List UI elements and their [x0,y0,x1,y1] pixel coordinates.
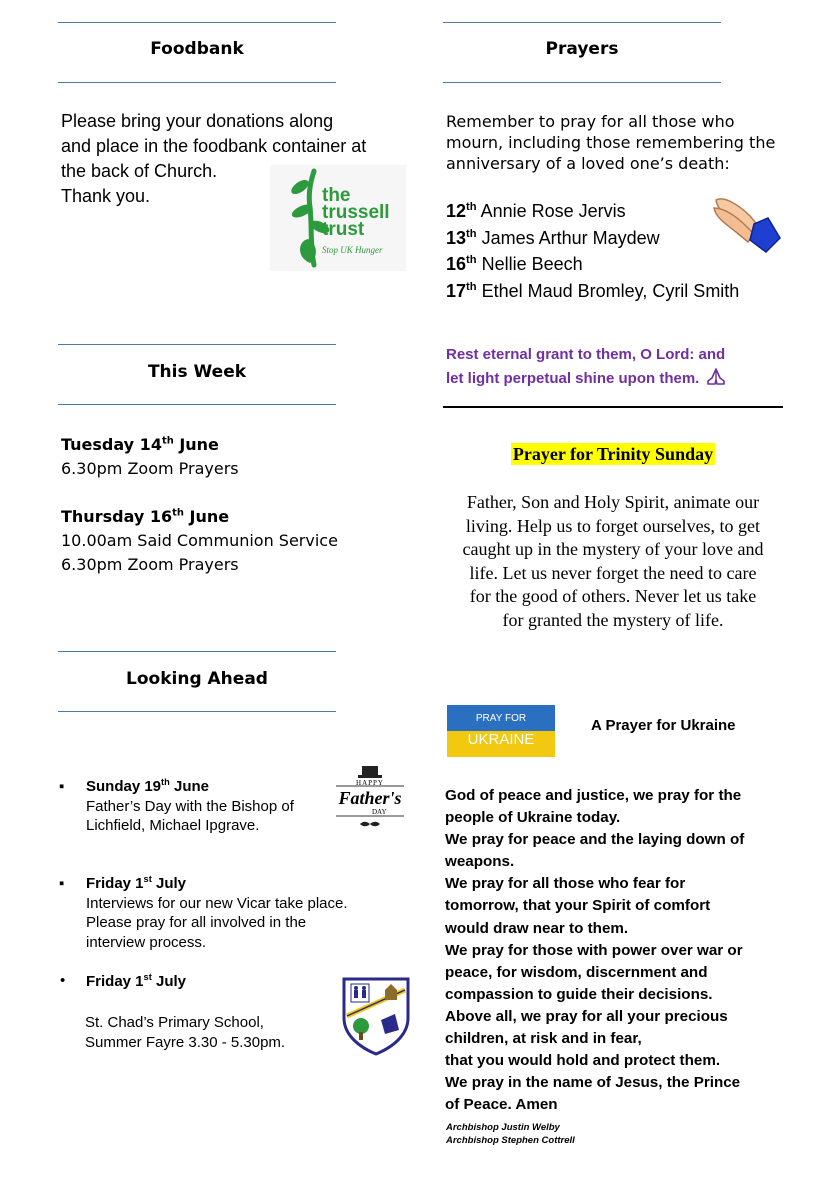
looking-ahead-item-line: Father’s Day with the Bishop of [86,797,294,815]
school-crest-icon [341,976,411,1056]
trussell-logo-line: trussell [322,202,390,223]
ukraine-signature: Archbishop Stephen Cottrell [446,1135,575,1146]
this-week-day: Thursday 16th June [61,507,230,526]
prayers-name-row: 13th James Arthur Maydew [446,227,660,248]
looking-ahead-bullet: ▪ [59,778,65,795]
looking-ahead-bullet: • [60,972,66,989]
badge-top-text: PRAY FOR [475,713,527,724]
prayers-intro-line: mourn, including those remembering the [446,133,776,152]
ukraine-signatures [446,1121,575,1147]
ukraine-line: of Peace. Amen [445,1096,558,1114]
this-week-line: 6.30pm Zoom Prayers [61,555,239,574]
foodbank-line: Please bring your donations along [61,111,334,131]
ukraine-line: compassion to guide their decisions. [445,985,713,1003]
praying-hands-icon [710,194,782,258]
prayers-intro [446,111,775,174]
looking-ahead-item-line: Summer Fayre 3.30 - 5.30pm. [85,1033,286,1051]
fathers-day-main: Father's [338,788,402,808]
looking-ahead-item-line: interview process. [86,933,207,951]
fathers-day-logo [332,764,408,830]
trussell-logo-line: trust [322,219,365,240]
praying-hands-icon [706,368,726,386]
foodbank-line: and place in the foodbank container at [61,136,367,156]
looking-ahead-item [86,777,294,836]
prayers-name-row: 12th Annie Rose Jervis [446,201,626,221]
trinity-line: caught up in the mystery of your love and [462,539,764,559]
prayers-rule-top [443,22,721,23]
looking-ahead-item-head: Friday 1st July [86,874,186,892]
looking-ahead-item [86,874,348,952]
ukraine-line: We pray for all those who fear for [445,875,686,893]
fathers-day-day: DAY [372,808,387,816]
ukraine-line: tomorrow, that your Spirit of comfort [445,897,711,915]
trinity-line: for the good of others. Never let us take [469,586,757,606]
ukraine-line: children, at risk and in fear, [445,1030,642,1048]
ukraine-title: A Prayer for Ukraine [591,717,736,734]
trinity-line: life. Let us never forget the need to care [469,562,757,583]
ukraine-prayer [445,785,790,1116]
trussell-logo-line: the [322,185,351,206]
ukraine-line: that you would hold and protect them. [445,1052,721,1070]
prayers-intro-line: Remember to pray for all those who [446,112,735,131]
trinity-heading-wrap [443,444,783,465]
looking-ahead-item-line: St. Chad’s Primary School, [85,1014,264,1031]
trinity-line: Father, Son and Holy Spirit, animate our [466,492,760,512]
prayers-closing-text: let light perpetual shine upon them. [446,370,700,387]
this-week-line: 6.30pm Zoom Prayers [61,459,239,478]
prayers-name-row: 16th Nellie Beech [446,254,583,274]
ukraine-line: weapons. [445,853,515,871]
this-week-rule-top [58,344,336,345]
pray-for-ukraine-badge [447,705,555,757]
trussell-logo-text [322,187,390,238]
prayers-names-list [446,198,739,304]
foodbank-title: Foodbank [150,39,244,59]
this-week-entries [61,433,338,577]
this-week-day: Tuesday 14th June [61,435,219,454]
trinity-heading: Prayer for Trinity Sunday [512,444,714,464]
trussell-trust-logo [270,165,406,271]
prayers-closing-line: Rest eternal grant to them, O Lord: and [446,346,726,363]
looking-ahead-rule-bottom [58,711,336,712]
looking-ahead-item-line: Please pray for all involved in the [86,914,307,931]
ukraine-line: peace, for wisdom, discernment and [445,963,708,981]
foodbank-rule-bottom [58,82,336,83]
prayers-divider [443,406,783,408]
trinity-line: for granted the mystery of life. [502,609,724,630]
this-week-rule-bottom [58,404,336,405]
trussell-tagline: Stop UK Hunger [322,245,383,255]
looking-ahead-bullet: ▪ [59,875,65,892]
prayers-intro-line: anniversary of a loved one’s death: [446,154,730,173]
foodbank-rule-top [58,22,336,23]
ukraine-line: people of Ukraine today. [445,809,621,827]
ukraine-line: We pray in the name of Jesus, the Prince [445,1074,741,1092]
prayers-closing-line [446,367,726,391]
prayers-rule-bottom [443,82,721,83]
this-week-line: 10.00am Said Communion Service [61,531,338,550]
trinity-prayer [440,491,786,632]
prayers-name-row: 17th Ethel Maud Bromley, Cyril Smith [446,280,740,301]
fathers-day-happy: HAPPY [356,779,384,787]
trinity-line: living. Help us to forget ourselves, to get [465,515,761,536]
looking-ahead-title: Looking Ahead [126,669,268,689]
looking-ahead-item-head: Friday 1st July [86,972,186,990]
looking-ahead-item-head: Sunday 19th June [86,777,209,795]
foodbank-line: the back of Church. [61,161,218,181]
badge-bottom-text: UKRAINE [467,731,535,748]
looking-ahead-item-line: Lichfield, Michael Ipgrave. [86,817,260,834]
ukraine-line: We pray for those with power over war or [445,941,743,959]
ukraine-signature: Archbishop Justin Welby [446,1122,560,1133]
ukraine-line: God of peace and justice, we pray for the [445,787,742,804]
looking-ahead-item [85,1013,285,1052]
ukraine-line: Above all, we pray for all your precious [445,1007,728,1025]
looking-ahead-item-line: Interviews for our new Vicar take place. [86,894,348,912]
ukraine-line: would draw near to them. [445,919,629,937]
prayers-title: Prayers [545,39,619,59]
this-week-title: This Week [147,362,247,382]
prayers-closing [446,343,726,391]
looking-ahead-rule-top [58,651,336,652]
ukraine-line: We pray for peace and the laying down of [445,831,745,849]
foodbank-line: Thank you. [61,186,151,206]
